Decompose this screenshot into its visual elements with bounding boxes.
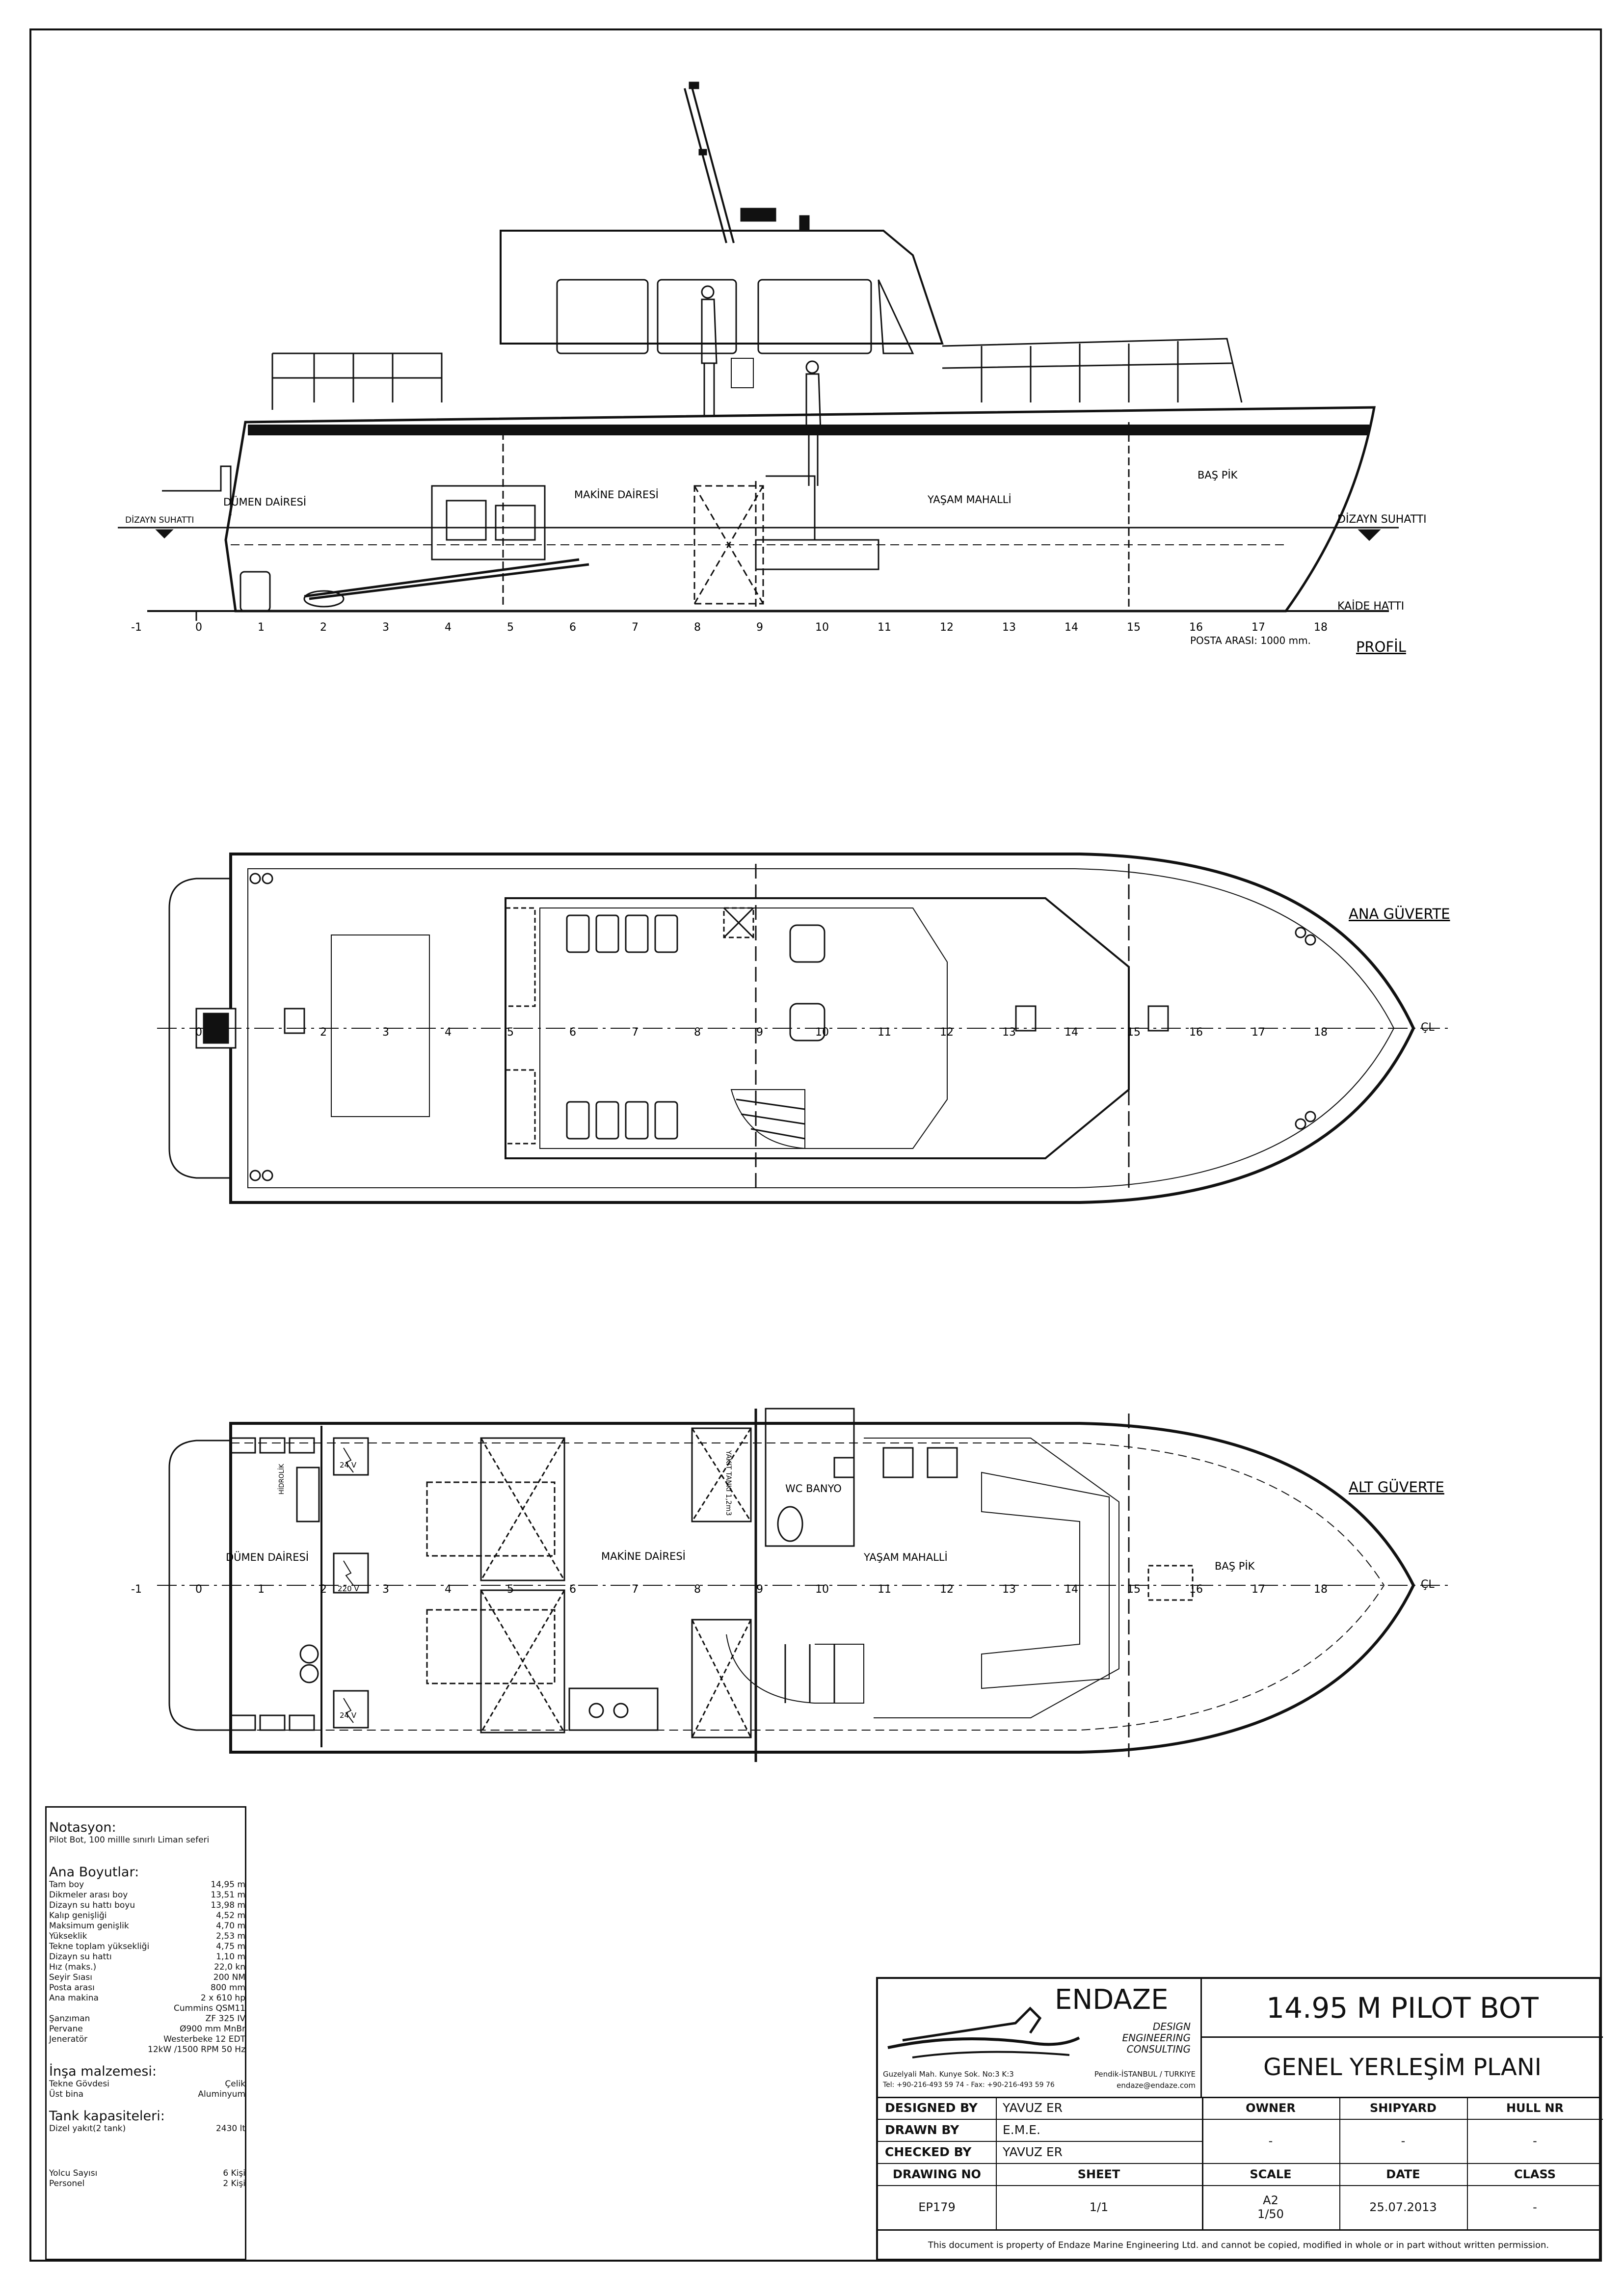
frame-number: 1	[258, 1583, 265, 1596]
frame-number: 18	[1314, 621, 1328, 634]
frame-number: 9	[756, 1583, 763, 1596]
frame-number: 4	[445, 1026, 452, 1039]
disclaimer: This document is property of Endaze Marine Engineering Ltd. and cannot be copied, modified in whole or in part without written permission.	[928, 2240, 1549, 2250]
scale-paper: A2	[1263, 2193, 1278, 2207]
spec-value: Cummins QSM11	[174, 2003, 245, 2013]
spec-value: ZF 325 IV	[205, 2014, 245, 2024]
frame-number: 17	[1251, 1026, 1265, 1039]
frame-number: -1	[131, 621, 142, 634]
spec-label: Tekne Gövdesi	[49, 2079, 109, 2089]
spec-value: 4,52 m	[216, 1911, 245, 1921]
frame-number: 6	[569, 1026, 576, 1039]
spec-label: Dizayn su hattı	[49, 1952, 112, 1962]
scale-label: SCALE	[1250, 2167, 1292, 2181]
frame-number: 5	[507, 1583, 514, 1596]
frame-number: 11	[878, 1583, 891, 1596]
frame-number: 6	[569, 621, 576, 634]
frame-number: 9	[756, 621, 763, 634]
living-area-label: YAŞAM MAHALLİ	[928, 494, 1012, 506]
frame-number: 0	[195, 1583, 202, 1596]
spec-label: Kalıp genişliği	[49, 1911, 107, 1921]
frame-number: 3	[382, 1583, 389, 1596]
frame-number: 16	[1189, 1583, 1203, 1596]
drawn-by-value: E.M.E.	[1003, 2123, 1041, 2137]
notation-title: Notasyon:	[49, 1820, 116, 1835]
spec-label: Dizayn su hattı boyu	[49, 1900, 135, 1910]
designed-by-label: DESIGNED BY	[885, 2101, 978, 2115]
shipyard-value: -	[1401, 2134, 1406, 2148]
date-value: 25.07.2013	[1369, 2200, 1437, 2214]
design-waterline-label-fwd: DİZAYN SUHATTI	[1337, 513, 1427, 526]
construction-title: İnşa malzemesi:	[49, 2064, 157, 2079]
frame-number: 6	[569, 1583, 576, 1596]
engine-room-label: MAKİNE DAİRESİ	[574, 489, 659, 501]
lower-rudder-room-label: DÜMEN DAİRESİ	[226, 1551, 309, 1563]
project-title: 14.95 M PILOT BOT	[1202, 1979, 1603, 2038]
spec-label: Dizel yakıt(2 tank)	[49, 2124, 126, 2134]
class-label: CLASS	[1514, 2167, 1556, 2181]
lower-deck-centerline-symbol: ÇL	[1421, 1578, 1435, 1591]
spec-value: 12kW /1500 RPM 50 Hz	[148, 2045, 245, 2055]
spec-value: 2 Kişi	[223, 2179, 245, 2189]
volt-220-label: 220 V	[338, 1584, 359, 1593]
frame-number: 11	[878, 621, 891, 634]
spec-label: Posta arası	[49, 1983, 95, 1993]
profile-frame-numbers	[131, 621, 1328, 634]
frame-number: 4	[445, 1583, 452, 1596]
frame-number: 14	[1065, 1026, 1078, 1039]
spec-value: 14,95 m	[211, 1880, 245, 1890]
frame-number: 10	[815, 621, 829, 634]
frame-number: 12	[940, 1026, 954, 1039]
spec-label: Maksimum genişlik	[49, 1921, 129, 1931]
frame-number: 17	[1251, 621, 1265, 634]
frame-number: 16	[1189, 621, 1203, 634]
hull-nr-value: -	[1533, 2134, 1537, 2148]
frame-number: 3	[382, 621, 389, 634]
spec-label: Tam boy	[49, 1880, 84, 1890]
frame-number: 7	[632, 1026, 639, 1039]
wc-label: WC BANYO	[785, 1483, 842, 1495]
lower-engine-room-label: MAKİNE DAİRESİ	[601, 1550, 686, 1562]
spec-value: 4,75 m	[216, 1942, 245, 1951]
frame-number: 15	[1127, 1026, 1141, 1039]
address-right-2: endaze@endaze.com	[1117, 2081, 1196, 2090]
spec-value: 22,0 kn	[214, 1962, 245, 1972]
frame-number: 13	[1002, 1583, 1016, 1596]
spec-label: Pervane	[49, 2024, 83, 2034]
main-deck-title: ANA GÜVERTE	[1349, 906, 1450, 922]
design-waterline-label-aft: DİZAYN SUHATTI	[125, 515, 194, 525]
spec-label: Tekne toplam yüksekliği	[49, 1942, 150, 1951]
profile-title: PROFİL	[1356, 639, 1406, 655]
hydraulic-label: HİDROLİK	[278, 1464, 286, 1495]
spec-label: Hız (maks.)	[49, 1962, 97, 1972]
hull-nr-label: HULL NR	[1506, 2101, 1564, 2115]
drawing-title: GENEL YERLEŞİM PLANI	[1263, 2054, 1542, 2081]
frame-number: 11	[878, 1026, 891, 1039]
frame-number: 12	[940, 621, 954, 634]
class-value: -	[1533, 2200, 1537, 2214]
spec-value: 1,10 m	[216, 1952, 245, 1962]
volt-24-label-upper: 24 V	[340, 1461, 357, 1469]
spec-value: Ø900 mm MnBr	[180, 2024, 245, 2034]
spec-value: Aluminyum	[198, 2089, 245, 2099]
owner-label: OWNER	[1246, 2101, 1296, 2115]
spec-label: Şanzıman	[49, 2014, 90, 2024]
spec-label: Yükseklik	[49, 1931, 87, 1941]
frame-number: 8	[694, 1583, 701, 1596]
spec-value: 800 mm	[211, 1983, 245, 1993]
spec-value: 2 x 610 hp	[200, 1993, 245, 2003]
fuel-tank-label: YAKIT TANKI 1,2m3	[724, 1450, 732, 1516]
frame-number: 4	[445, 621, 452, 634]
main-deck-centerline-symbol: ÇL	[1421, 1021, 1435, 1034]
frame-number: 15	[1127, 621, 1141, 634]
frame-number: 10	[815, 1026, 829, 1039]
frame-number: 8	[694, 621, 701, 634]
frame-number: 7	[632, 621, 639, 634]
notes-panel-border	[45, 1806, 246, 2260]
tanks-title: Tank kapasiteleri:	[49, 2109, 165, 2124]
company-logo	[878, 1979, 1202, 2097]
frame-number: 14	[1065, 621, 1078, 634]
spec-label: Yolcu Sayısı	[49, 2168, 98, 2178]
frame-number: 13	[1002, 621, 1016, 634]
spec-value: Westerbeke 12 EDT	[163, 2034, 245, 2044]
drawing-no-label: DRAWING NO	[893, 2167, 981, 2181]
frame-number: 10	[815, 1583, 829, 1596]
address-right-1: Pendik-İSTANBUL / TURKIYE	[1094, 2070, 1196, 2079]
scale-value	[1202, 2185, 1339, 2229]
frame-number: 1	[258, 621, 265, 634]
frame-number: 12	[940, 1583, 954, 1596]
dimensions-title: Ana Boyutlar:	[49, 1865, 139, 1880]
frame-number: 7	[632, 1583, 639, 1596]
spec-value: 13,98 m	[211, 1900, 245, 1910]
fore-peak-label: BAŞ PİK	[1198, 469, 1238, 481]
spec-label: Jeneratör	[49, 2034, 88, 2044]
company-sub-engineering: ENGINEERING	[1122, 2032, 1191, 2044]
volt-24-label-lower: 24 V	[340, 1711, 357, 1720]
sheet-label: SHEET	[1077, 2167, 1120, 2181]
base-line-label: KAİDE HATTI	[1337, 600, 1405, 613]
frame-number: 17	[1251, 1583, 1265, 1596]
date-label: DATE	[1386, 2167, 1420, 2181]
notation-text: Pilot Bot, 100 millle sınırlı Liman seferi	[49, 1835, 210, 1845]
shipyard-label: SHIPYARD	[1370, 2101, 1437, 2115]
frame-number: 14	[1065, 1583, 1078, 1596]
spec-value: 2430 lt	[215, 2124, 245, 2134]
spec-label: Ana makina	[49, 1993, 99, 2003]
sheet-value: 1/1	[1089, 2200, 1109, 2214]
frame-number: 5	[507, 1026, 514, 1039]
spec-value: 6 Kişi	[223, 2168, 245, 2178]
spec-value: Çelik	[225, 2079, 245, 2089]
frame-number: 2	[320, 1583, 327, 1596]
frame-spacing-note: POSTA ARASI: 1000 mm.	[1190, 635, 1311, 646]
company-sub-consulting: CONSULTING	[1126, 2043, 1191, 2055]
frame-number: -1	[131, 1583, 142, 1596]
company-sub-design: DESIGN	[1152, 2021, 1191, 2032]
frame-number: 18	[1314, 1026, 1328, 1039]
frame-number: 0	[195, 1026, 202, 1039]
checked-by-label: CHECKED BY	[885, 2145, 972, 2159]
checked-by-value: YAVUZ ER	[1003, 2145, 1063, 2159]
scale-ratio: 1/50	[1257, 2207, 1284, 2221]
spec-label: Seyir Sıası	[49, 1973, 92, 1982]
frame-number: 13	[1002, 1026, 1016, 1039]
spec-value: 200 NM	[213, 1973, 245, 1982]
frame-number: 5	[507, 621, 514, 634]
rudder-room-label: DÜMEN DAİRESİ	[223, 496, 307, 508]
frame-number: 2	[320, 621, 327, 634]
frame-number: 16	[1189, 1026, 1203, 1039]
frame-number: 2	[320, 1026, 327, 1039]
lower-living-area-label: YAŞAM MAHALLİ	[864, 1551, 948, 1563]
spec-label: Dikmeler arası boy	[49, 1890, 128, 1900]
drawn-by-label: DRAWN BY	[885, 2123, 959, 2137]
drawing-no-value: EP179	[918, 2200, 956, 2214]
profile-view	[118, 82, 1399, 621]
frame-number: 18	[1314, 1583, 1328, 1596]
spec-label: Personel	[49, 2179, 85, 2189]
lower-fore-peak-label: BAŞ PİK	[1215, 1560, 1255, 1572]
company-name: ENDAZE	[1055, 1984, 1169, 2016]
frame-number: 0	[195, 621, 202, 634]
frame-number: 9	[756, 1026, 763, 1039]
frame-number: 8	[694, 1026, 701, 1039]
spec-label: Üst bina	[49, 2089, 84, 2099]
address-left-1: Guzelyali Mah. Kunye Sok. No:3 K:3	[883, 2070, 1014, 2079]
lower-deck-title: ALT GÜVERTE	[1349, 1479, 1444, 1495]
frame-number: 3	[382, 1026, 389, 1039]
spec-value: 2,53 m	[216, 1931, 245, 1941]
spec-value: 13,51 m	[211, 1890, 245, 1900]
address-left-2: Tel: +90-216-493 59 74 - Fax: +90-216-493 59 76	[883, 2081, 1055, 2089]
designed-by-value: YAVUZ ER	[1003, 2101, 1063, 2115]
title-block	[876, 1977, 1601, 2261]
frame-number: 15	[1127, 1583, 1141, 1596]
owner-value: -	[1268, 2134, 1273, 2148]
spec-value: 4,70 m	[216, 1921, 245, 1931]
